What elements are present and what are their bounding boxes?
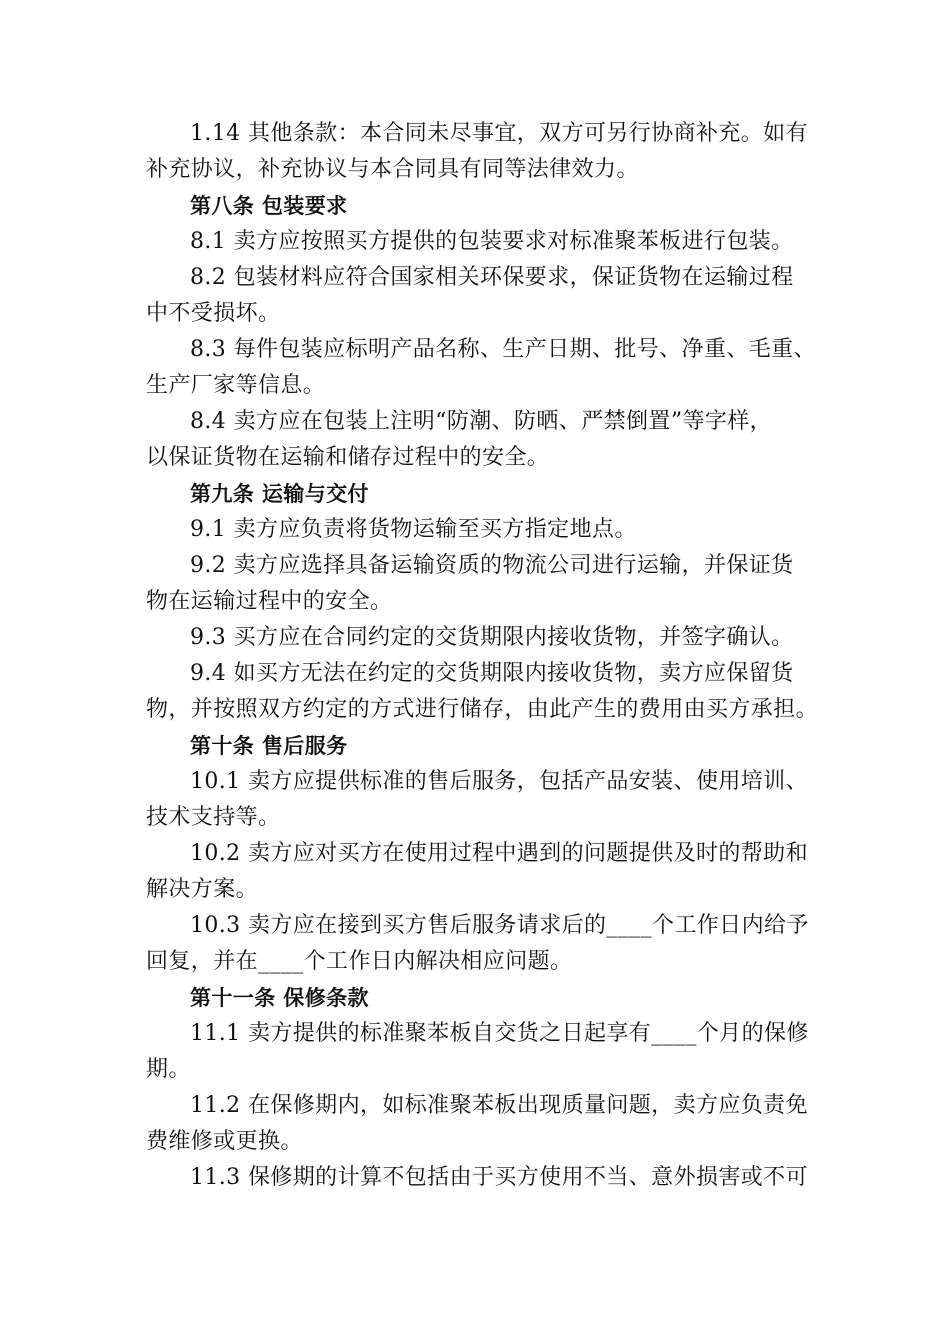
clause-10-2-line-1: 10.2 卖方应对买方在使用过程中遇到的问题提供及时的帮助和 bbox=[190, 841, 808, 866]
clause-8-2-line-1: 8.2 包装材料应符合国家相关环保要求，保证货物在运输过程 bbox=[190, 265, 794, 290]
clause-10-1-line-1: 10.1 卖方应提供标准的售后服务，包括产品安装、使用培训、 bbox=[190, 769, 808, 794]
clause-9-2-line-1: 9.2 卖方应选择具备运输资质的物流公司进行运输，并保证货 bbox=[190, 553, 794, 578]
clause-10-3-line-1: 10.3 卖方应在接到买方售后服务请求后的____个工作日内给予 bbox=[190, 913, 809, 938]
document-page bbox=[146, 116, 819, 1196]
clause-9-4-line-1: 9.4 如买方无法在约定的交货期限内接收货物，卖方应保留货 bbox=[190, 661, 794, 686]
clause-8-4-line-1: 8.4 卖方应在包装上注明“防潮、防晒、严禁倒置”等字样， bbox=[190, 409, 773, 434]
clause-11-1-line-1: 11.1 卖方提供的标准聚苯板自交货之日起享有____个月的保修 bbox=[190, 1021, 809, 1046]
article-9-heading: 第九条 运输与交付 bbox=[190, 482, 369, 506]
clause-11-1-line-2: 期。 bbox=[146, 1057, 191, 1082]
article-10-heading: 第十条 售后服务 bbox=[190, 734, 348, 758]
clause-11-2-line-1: 11.2 在保修期内，如标准聚苯板出现质量问题，卖方应负责免 bbox=[190, 1093, 808, 1118]
article-8-heading: 第八条 包装要求 bbox=[190, 194, 348, 218]
clause-8-4-line-2: 以保证货物在运输和储存过程中的安全。 bbox=[146, 445, 550, 470]
clause-10-3-line-2: 回复，并在____个工作日内解决相应问题。 bbox=[146, 949, 573, 974]
clause-9-1: 9.1 卖方应负责将货物运输至买方指定地点。 bbox=[190, 517, 637, 542]
article-11-heading: 第十一条 保修条款 bbox=[190, 986, 369, 1010]
clause-1-14-line-1: 1.14 其他条款：本合同未尽事宜，双方可另行协商补充。如有 bbox=[190, 121, 808, 146]
clause-8-1: 8.1 卖方应按照买方提供的包装要求对标准聚苯板进行包装。 bbox=[190, 229, 794, 254]
clause-9-2-line-2: 物在运输过程中的安全。 bbox=[146, 589, 393, 614]
clause-10-1-line-2: 技术支持等。 bbox=[146, 805, 281, 830]
clause-8-3-line-2: 生产厂家等信息。 bbox=[146, 373, 326, 398]
clause-9-4-line-2: 物，并按照双方约定的方式进行储存，由此产生的费用由买方承担。 bbox=[146, 697, 819, 722]
clause-9-3: 9.3 买方应在合同约定的交货期限内接收货物，并签字确认。 bbox=[190, 625, 794, 650]
clause-8-2-line-2: 中不受损坏。 bbox=[146, 301, 281, 326]
clause-8-3-line-1: 8.3 每件包装应标明产品名称、生产日期、批号、净重、毛重、 bbox=[190, 337, 816, 362]
clause-1-14-line-2: 补充协议，补充协议与本合同具有同等法律效力。 bbox=[146, 157, 639, 182]
clause-11-2-line-2: 费维修或更换。 bbox=[146, 1129, 303, 1154]
clause-10-2-line-2: 解决方案。 bbox=[146, 877, 259, 902]
clause-11-3-line-1: 11.3 保修期的计算不包括由于买方使用不当、意外损害或不可 bbox=[190, 1165, 808, 1190]
